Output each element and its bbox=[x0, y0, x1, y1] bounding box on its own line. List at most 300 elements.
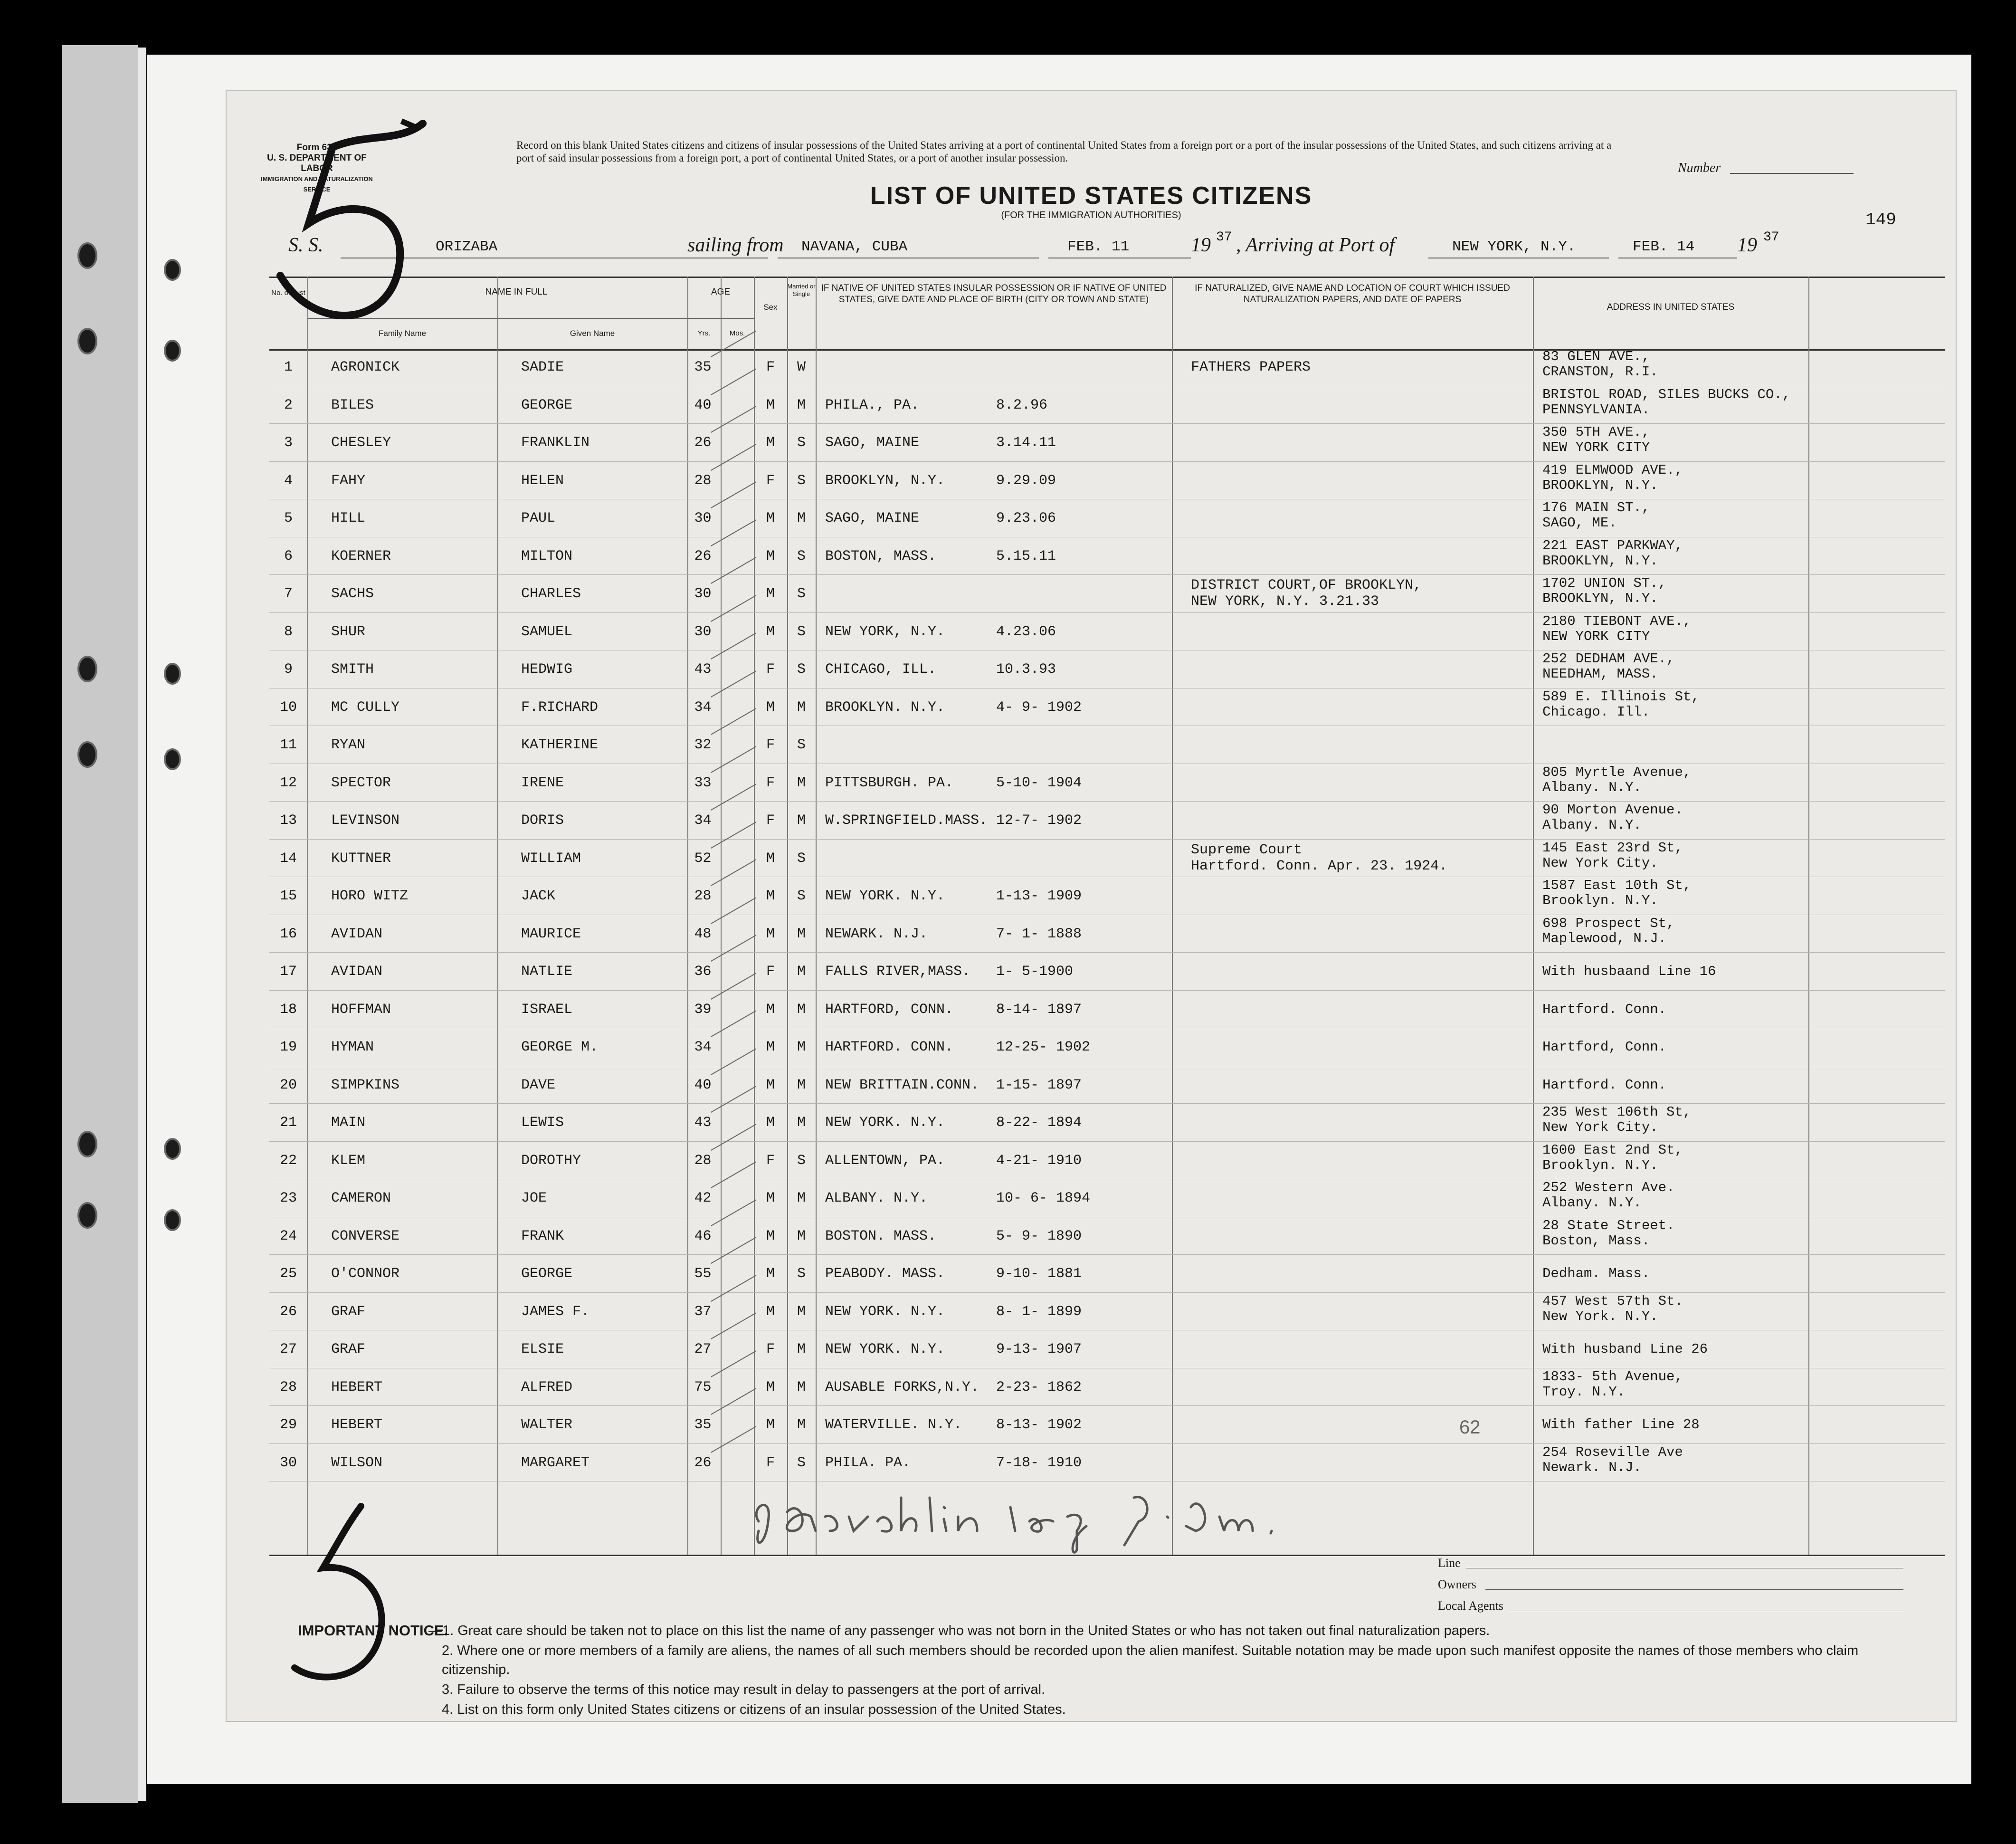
given-name-cell: DAVE bbox=[521, 1077, 556, 1093]
naturalization-cell-line2: NEW YORK, N.Y. 3.21.33 bbox=[1191, 593, 1379, 610]
birth-date-cell: 3.14.11 bbox=[996, 435, 1056, 451]
family-name-cell: SPECTOR bbox=[331, 774, 391, 791]
address-line2: Chicago. Ill. bbox=[1542, 704, 1650, 720]
marital-status-cell: M bbox=[797, 1039, 806, 1055]
marital-status-cell: S bbox=[797, 1266, 806, 1282]
sex-cell: M bbox=[766, 1379, 775, 1395]
family-name-cell: SMITH bbox=[331, 661, 374, 678]
binder-hole bbox=[77, 242, 97, 269]
notice-2: 2. Where one or more members of a family are aliens, the names of all such members should be recorded upon the alien manifest. Suitable notation may be made upon such manifest opposite the names of those members who claim citizenship. bbox=[442, 1643, 1859, 1677]
birth-date-cell: 1- 5-1900 bbox=[996, 964, 1074, 980]
notice-4: 4. List on this form only United States citizens or citizens of an insular possession of the United States. bbox=[442, 1702, 1066, 1717]
birth-date-cell: 1-13- 1909 bbox=[996, 888, 1082, 904]
row-number: 14 bbox=[279, 850, 297, 867]
address-line2: Brooklyn. N.Y. bbox=[1542, 893, 1658, 908]
family-name-cell: HOFFMAN bbox=[331, 1001, 391, 1018]
birth-date-cell: 5-10- 1904 bbox=[996, 774, 1082, 791]
col-mos: Mos. bbox=[729, 329, 745, 337]
birth-date-cell: 8.2.96 bbox=[996, 397, 1048, 413]
naturalization-cell: FATHERS PAPERS bbox=[1191, 359, 1311, 375]
sex-cell: F bbox=[766, 1454, 775, 1471]
marital-status-cell: S bbox=[797, 1454, 806, 1471]
address-line2: Maplewood, N.J. bbox=[1542, 930, 1667, 946]
family-name-cell: HORO WITZ bbox=[331, 888, 409, 904]
family-name-cell: AGRONICK bbox=[331, 359, 400, 375]
address-line1: With husband Line 26 bbox=[1542, 1341, 1708, 1357]
row-number: 29 bbox=[279, 1417, 297, 1433]
address-line2: NEW YORK CITY bbox=[1542, 628, 1650, 644]
address-line1: 1587 East 10th St, bbox=[1542, 878, 1692, 893]
given-name-cell: MAURICE bbox=[521, 926, 581, 942]
marital-status-cell: S bbox=[797, 623, 806, 640]
family-name-cell: O'CONNOR bbox=[331, 1266, 400, 1282]
family-name-cell: MC CULLY bbox=[331, 699, 400, 716]
given-name-cell: MARGARET bbox=[521, 1454, 590, 1471]
arriving-label: , Arriving at Port of bbox=[1236, 234, 1395, 256]
family-name-cell: LEVINSON bbox=[331, 812, 400, 829]
given-name-cell: GEORGE M. bbox=[521, 1039, 599, 1055]
age-cell: 32 bbox=[694, 737, 712, 753]
marital-status-cell: M bbox=[797, 699, 806, 716]
col-naturalized: IF NATURALIZED, GIVE NAME AND LOCATION OF COURT WHICH ISSUED NATURALIZATION PAPERS, AND DATE OF PAPERS bbox=[1195, 283, 1510, 305]
marital-status-cell: M bbox=[797, 964, 806, 980]
notice-3: 3. Failure to observe the terms of this notice may result in delay to passengers at the port of arrival. bbox=[442, 1682, 1046, 1697]
age-cell: 27 bbox=[694, 1341, 712, 1357]
birth-place-cell: ALLENTOWN, PA. bbox=[825, 1152, 945, 1169]
birth-date-cell: 9-10- 1881 bbox=[996, 1266, 1082, 1282]
birth-place-cell: PHILA. PA. bbox=[825, 1454, 911, 1471]
birth-place-cell: NEW YORK, N.Y. bbox=[825, 623, 945, 640]
family-name-cell: GRAF bbox=[331, 1303, 366, 1320]
notice-title: IMPORTANT NOTICE. bbox=[298, 1622, 448, 1639]
col-no-on-list: No. on List bbox=[271, 289, 305, 297]
marital-status-cell: M bbox=[797, 1001, 806, 1018]
row-number: 17 bbox=[279, 964, 297, 980]
age-cell: 28 bbox=[694, 888, 712, 904]
address-line1: 83 GLEN AVE., bbox=[1542, 349, 1650, 364]
address-line2: Albany. N.Y. bbox=[1542, 817, 1642, 833]
address-line1: 457 West 57th St. bbox=[1542, 1293, 1683, 1309]
given-name-cell: CHARLES bbox=[521, 586, 581, 602]
age-cell: 40 bbox=[694, 1077, 712, 1093]
address-line1: 1600 East 2nd St, bbox=[1542, 1142, 1683, 1158]
marital-status-cell: M bbox=[797, 1417, 806, 1433]
given-name-cell: ELSIE bbox=[521, 1341, 564, 1357]
marital-status-cell: S bbox=[797, 548, 806, 564]
age-cell: 33 bbox=[694, 774, 712, 791]
birth-date-cell: 4-21- 1910 bbox=[996, 1152, 1082, 1169]
given-name-cell: IRENE bbox=[521, 774, 564, 791]
sex-cell: F bbox=[766, 964, 775, 980]
birth-place-cell: W.SPRINGFIELD.MASS. bbox=[825, 812, 988, 829]
birth-place-cell: PITTSBURGH. PA. bbox=[825, 774, 954, 791]
address-line1: 589 E. Illinois St, bbox=[1542, 688, 1700, 705]
age-cell: 43 bbox=[694, 661, 712, 678]
marital-status-cell: M bbox=[797, 1303, 806, 1320]
age-cell: 35 bbox=[694, 1417, 712, 1433]
binder-hole bbox=[77, 1202, 97, 1229]
address-line2: New York. N.Y. bbox=[1542, 1308, 1658, 1324]
row-number: 25 bbox=[279, 1266, 297, 1282]
page-number: 149 bbox=[1865, 210, 1896, 229]
birth-place-cell: NEW BRITTAIN.CONN. bbox=[825, 1077, 979, 1093]
arrival-port: NEW YORK, N.Y. bbox=[1452, 239, 1576, 255]
birth-date-cell: 10- 6- 1894 bbox=[996, 1190, 1091, 1206]
age-cell: 26 bbox=[694, 1454, 712, 1471]
row-number: 27 bbox=[279, 1341, 297, 1357]
row-number: 21 bbox=[279, 1115, 297, 1131]
address-line2: Boston, Mass. bbox=[1542, 1233, 1650, 1249]
family-name-cell: HYMAN bbox=[331, 1039, 374, 1055]
local-agents-label: Local Agents bbox=[1438, 1599, 1503, 1613]
address-line1: 176 MAIN ST., bbox=[1542, 500, 1650, 516]
age-cell: 52 bbox=[694, 850, 712, 867]
page-subtitle: (FOR THE IMMIGRATION AUTHORITIES) bbox=[1001, 210, 1181, 220]
sex-cell: M bbox=[766, 888, 775, 904]
birth-place-cell: PHILA., PA. bbox=[825, 397, 920, 413]
birth-date-cell: 7- 1- 1888 bbox=[996, 926, 1082, 942]
sail-date: FEB. 11 bbox=[1067, 239, 1130, 255]
col-family-name: Family Name bbox=[378, 329, 427, 338]
marital-status-cell: S bbox=[797, 661, 806, 678]
birth-place-cell: BOSTON, MASS. bbox=[825, 548, 937, 564]
address-line1: Hartford. Conn. bbox=[1542, 1077, 1667, 1093]
notice-1: —1. Great care should be taken not to place on this list the name of any passenger who was not born in the United States or who has not taken out final naturalization papers. bbox=[428, 1623, 1490, 1638]
col-given-name: Given Name bbox=[570, 329, 615, 338]
birth-place-cell: WATERVILLE. N.Y. bbox=[825, 1417, 962, 1433]
sex-cell: M bbox=[766, 1266, 775, 1282]
address-line2: BROOKLYN, N.Y. bbox=[1542, 591, 1658, 606]
family-name-cell: CONVERSE bbox=[331, 1228, 400, 1244]
address-line2: Troy. N.Y. bbox=[1542, 1384, 1626, 1400]
row-number: 7 bbox=[284, 586, 293, 602]
row-number: 24 bbox=[279, 1228, 297, 1244]
birth-date-cell: 4- 9- 1902 bbox=[996, 699, 1082, 716]
age-cell: 28 bbox=[694, 472, 712, 489]
family-name-cell: HEBERT bbox=[331, 1379, 383, 1395]
family-name-cell: AVIDAN bbox=[331, 926, 383, 942]
family-name-cell: BILES bbox=[331, 397, 374, 413]
row-number: 26 bbox=[279, 1303, 297, 1320]
birth-date-cell: 9-13- 1907 bbox=[996, 1341, 1082, 1357]
address-line2: NEW YORK CITY bbox=[1542, 440, 1650, 455]
birth-place-cell: BOSTON. MASS. bbox=[825, 1228, 937, 1244]
family-name-cell: FAHY bbox=[331, 472, 366, 489]
address-line1: 1833- 5th Avenue, bbox=[1542, 1368, 1683, 1385]
age-cell: 30 bbox=[694, 623, 712, 640]
given-name-cell: KATHERINE bbox=[521, 737, 599, 753]
sex-cell: F bbox=[766, 661, 775, 678]
col-sex: Sex bbox=[763, 303, 778, 312]
marital-status-cell: M bbox=[797, 1077, 806, 1093]
sex-cell: M bbox=[766, 1077, 775, 1093]
sex-cell: M bbox=[766, 1190, 775, 1206]
family-name-cell: SIMPKINS bbox=[331, 1077, 400, 1093]
binder-hole bbox=[77, 656, 97, 682]
handwritten-five-bottom bbox=[266, 1497, 399, 1691]
given-name-cell: GEORGE bbox=[521, 397, 573, 413]
family-name-cell: KUTTNER bbox=[331, 850, 391, 867]
marital-status-cell: S bbox=[797, 737, 806, 753]
age-cell: 35 bbox=[694, 359, 712, 375]
birth-place-cell: NEW YORK. N.Y. bbox=[825, 1303, 945, 1320]
given-name-cell: ISRAEL bbox=[521, 1001, 573, 1018]
sex-cell: F bbox=[766, 1152, 775, 1169]
age-cell: 34 bbox=[694, 1039, 712, 1055]
sex-cell: F bbox=[766, 737, 775, 753]
given-name-cell: GEORGE bbox=[521, 1266, 573, 1282]
page-title: LIST OF UNITED STATES CITIZENS bbox=[870, 182, 1312, 210]
naturalization-cell: Supreme Court bbox=[1191, 841, 1303, 858]
birth-place-cell: ALBANY. N.Y. bbox=[825, 1190, 928, 1206]
owners-label: Owners bbox=[1438, 1577, 1476, 1591]
age-cell: 46 bbox=[694, 1228, 712, 1244]
age-cell: 37 bbox=[694, 1303, 712, 1320]
family-name-cell: WILSON bbox=[331, 1454, 383, 1471]
address-line2: New York City. bbox=[1542, 1119, 1658, 1135]
naturalization-cell-line2: Hartford. Conn. Apr. 23. 1924. bbox=[1191, 858, 1448, 874]
row-number: 16 bbox=[279, 926, 297, 942]
col-age: AGE bbox=[711, 287, 731, 297]
given-name-cell: LEWIS bbox=[521, 1115, 564, 1131]
row-number: 4 bbox=[284, 472, 293, 489]
sex-cell: M bbox=[766, 1417, 775, 1433]
row-number: 8 bbox=[284, 623, 293, 640]
address-line2: Albany. N.Y. bbox=[1542, 779, 1642, 795]
marital-status-cell: M bbox=[797, 1379, 806, 1395]
sex-cell: F bbox=[766, 1341, 775, 1357]
sailing-from-label: sailing from bbox=[687, 234, 784, 256]
given-name-cell: WALTER bbox=[521, 1417, 573, 1433]
age-cell: 28 bbox=[694, 1152, 712, 1169]
row-number: 13 bbox=[279, 812, 297, 829]
family-name-cell: CAMERON bbox=[331, 1190, 391, 1206]
given-name-cell: DOROTHY bbox=[521, 1152, 581, 1169]
address-line2: SAGO, ME. bbox=[1542, 515, 1617, 531]
binder-hole bbox=[77, 741, 97, 768]
address-line1: Dedham. Mass. bbox=[1542, 1266, 1650, 1281]
sail-year: 37 bbox=[1216, 230, 1232, 245]
agency-line1: U. S. DEPARTMENT OF LABOR bbox=[267, 153, 367, 173]
line-label: Line bbox=[1438, 1556, 1461, 1570]
age-cell: 34 bbox=[694, 699, 712, 716]
family-name-cell: AVIDAN bbox=[331, 964, 383, 980]
address-line1: 235 West 106th St, bbox=[1542, 1104, 1692, 1120]
sex-cell: M bbox=[766, 1039, 775, 1055]
sex-cell: M bbox=[766, 1115, 775, 1131]
given-name-cell: JAMES F. bbox=[521, 1303, 590, 1320]
marital-status-cell: M bbox=[797, 397, 806, 413]
sex-cell: M bbox=[766, 699, 775, 716]
sex-cell: M bbox=[766, 1303, 775, 1320]
address-line1: 2180 TIEBONT AVE., bbox=[1542, 613, 1692, 629]
address-line1: 221 EAST PARKWAY, bbox=[1542, 537, 1683, 554]
age-cell: 36 bbox=[694, 964, 712, 980]
row-number: 22 bbox=[279, 1152, 297, 1169]
given-name-cell: HEDWIG bbox=[521, 661, 573, 678]
birth-date-cell: 12-25- 1902 bbox=[996, 1039, 1091, 1055]
row-number: 30 bbox=[279, 1454, 297, 1471]
sheet-punch-hole bbox=[164, 259, 181, 281]
address-line2: CRANSTON, R.I. bbox=[1542, 364, 1658, 380]
birth-place-cell: SAGO, MAINE bbox=[825, 435, 920, 451]
age-cell: 39 bbox=[694, 1001, 712, 1018]
age-cell: 55 bbox=[694, 1266, 712, 1282]
agency-line2: IMMIGRATION AND NATURALIZATION SERVICE bbox=[261, 175, 373, 193]
birth-date-cell: 12-7- 1902 bbox=[996, 812, 1082, 829]
marital-status-cell: S bbox=[797, 850, 806, 867]
given-name-cell: JACK bbox=[521, 888, 556, 904]
age-cell: 26 bbox=[694, 435, 712, 451]
birth-place-cell: NEW YORK. N.Y. bbox=[825, 888, 945, 904]
record-note: Record on this blank United States citizens and citizens of insular possessions of the United States arriving at a port of continental United States from a foreign port or a port of the insular possessions of the United States, and such citizens arriving at a port of said insular possessions from a foreign port, a port of continental United States, or a port of another insular possession. bbox=[516, 139, 1612, 164]
sex-cell: M bbox=[766, 397, 775, 413]
citizen-list-form bbox=[226, 90, 1957, 1722]
handwritten-five-top bbox=[257, 114, 437, 337]
address-line2: New York City. bbox=[1542, 855, 1658, 871]
marital-status-cell: M bbox=[797, 510, 806, 526]
inspector-signature bbox=[744, 1479, 1338, 1559]
given-name-cell: ALFRED bbox=[521, 1379, 573, 1395]
birth-place-cell: NEWARK. N.J. bbox=[825, 926, 928, 942]
address-line2: NEEDHAM, MASS. bbox=[1542, 666, 1658, 682]
birth-date-cell: 5- 9- 1890 bbox=[996, 1228, 1082, 1244]
sex-cell: M bbox=[766, 850, 775, 867]
address-line2: Newark. N.J. bbox=[1542, 1459, 1642, 1475]
marital-status-cell: M bbox=[797, 1228, 806, 1244]
address-line1: With husbaand Line 16 bbox=[1542, 964, 1716, 979]
footer-rule bbox=[269, 1555, 1945, 1556]
address-line1: 90 Morton Avenue. bbox=[1542, 802, 1683, 818]
sex-cell: M bbox=[766, 1228, 775, 1244]
owners-field bbox=[1485, 1589, 1903, 1590]
sex-cell: F bbox=[766, 472, 775, 489]
age-cell: 43 bbox=[694, 1115, 712, 1131]
address-line1: 1702 UNION ST., bbox=[1542, 575, 1667, 591]
family-name-cell: HILL bbox=[331, 510, 366, 526]
birth-place-cell: HARTFORD. CONN. bbox=[825, 1039, 954, 1055]
marital-status-cell: M bbox=[797, 1190, 806, 1206]
arrival-year-prefix: 19 bbox=[1737, 234, 1757, 256]
marital-status-cell: M bbox=[797, 1115, 806, 1131]
row-number: 3 bbox=[284, 435, 293, 451]
given-name-cell: FRANK bbox=[521, 1228, 564, 1244]
age-cell: 40 bbox=[694, 397, 712, 413]
sheet-punch-hole bbox=[164, 340, 181, 362]
address-line2: PENNSYLVANIA. bbox=[1542, 401, 1650, 418]
address-line2: Brooklyn. N.Y. bbox=[1542, 1157, 1658, 1173]
row-number: 11 bbox=[279, 737, 297, 753]
given-name-cell: FRANKLIN bbox=[521, 435, 590, 451]
address-line1: 252 DEDHAM AVE., bbox=[1542, 651, 1675, 667]
family-name-cell: MAIN bbox=[331, 1115, 366, 1131]
sex-cell: M bbox=[766, 1001, 775, 1018]
birth-date-cell: 7-18- 1910 bbox=[996, 1454, 1082, 1471]
birth-date-cell: 2-23- 1862 bbox=[996, 1379, 1082, 1395]
address-line1: BRISTOL ROAD, SILES BUCKS CO., bbox=[1542, 386, 1791, 402]
sex-cell: M bbox=[766, 510, 775, 526]
sex-cell: F bbox=[766, 774, 775, 791]
birth-date-cell: 8-13- 1902 bbox=[996, 1417, 1082, 1433]
sail-year-prefix: 19 bbox=[1191, 234, 1211, 256]
address-line1: With father Line 28 bbox=[1542, 1417, 1700, 1433]
marital-status-cell: S bbox=[797, 586, 806, 602]
address-line1: 350 5TH AVE., bbox=[1542, 424, 1650, 440]
address-line2: BROOKLYN, N.Y. bbox=[1542, 477, 1658, 493]
col-name-in-full: NAME IN FULL bbox=[485, 287, 548, 297]
family-name-cell: KOERNER bbox=[331, 548, 391, 564]
address-line1: 254 Roseville Ave bbox=[1542, 1444, 1683, 1460]
birth-date-cell: 4.23.06 bbox=[996, 623, 1056, 640]
given-name-cell: NATLIE bbox=[521, 964, 573, 980]
binder-strip bbox=[62, 45, 138, 1803]
col-yrs: Yrs. bbox=[697, 329, 711, 337]
family-name-cell: RYAN bbox=[331, 737, 366, 753]
row-number: 5 bbox=[284, 510, 293, 526]
birth-place-cell: HARTFORD, CONN. bbox=[825, 1001, 954, 1018]
age-cell: 75 bbox=[694, 1379, 712, 1395]
sailing-from-port: NAVANA, CUBA bbox=[801, 239, 908, 255]
col-native-birth: IF NATIVE OF UNITED STATES INSULAR POSSESSION OR IF NATIVE OF UNITED STATES, GIVE DATE AND PLACE OF BIRTH (CITY OR TOWN AND STATE) bbox=[821, 283, 1167, 305]
row-number: 12 bbox=[279, 774, 297, 791]
sex-cell: M bbox=[766, 623, 775, 640]
sex-cell: M bbox=[766, 926, 775, 942]
number-line bbox=[1730, 173, 1854, 174]
address-line2: Albany. N.Y. bbox=[1542, 1195, 1642, 1211]
marital-status-cell: S bbox=[797, 1152, 806, 1169]
row-number: 28 bbox=[279, 1379, 297, 1395]
marital-status-cell: S bbox=[797, 435, 806, 451]
address-line1: Hartford. Conn. bbox=[1542, 1001, 1667, 1017]
birth-date-cell: 10.3.93 bbox=[996, 661, 1056, 678]
sheet-punch-hole bbox=[164, 663, 181, 685]
birth-place-cell: BROOKLYN. N.Y. bbox=[825, 699, 945, 716]
row-number: 1 bbox=[284, 359, 293, 375]
birth-place-cell: BROOKLYN, N.Y. bbox=[825, 472, 945, 489]
row-number: 23 bbox=[279, 1190, 297, 1206]
stamp-number: 62 bbox=[1459, 1417, 1481, 1438]
family-name-cell: SACHS bbox=[331, 586, 374, 602]
sheet-punch-hole bbox=[164, 748, 181, 770]
sex-cell: M bbox=[766, 435, 775, 451]
sex-cell: F bbox=[766, 359, 775, 375]
binder-edge bbox=[138, 48, 146, 1801]
birth-date-cell: 1-15- 1897 bbox=[996, 1077, 1082, 1093]
age-cell: 30 bbox=[694, 510, 712, 526]
birth-place-cell: SAGO, MAINE bbox=[825, 510, 920, 526]
marital-status-cell: M bbox=[797, 774, 806, 791]
row-number: 20 bbox=[279, 1077, 297, 1093]
naturalization-cell: DISTRICT COURT,OF BROOKLYN, bbox=[1191, 577, 1422, 593]
birth-date-cell: 5.15.11 bbox=[996, 548, 1056, 564]
row-number: 2 bbox=[284, 397, 293, 413]
age-cell: 42 bbox=[694, 1190, 712, 1206]
birth-date-cell: 9.23.06 bbox=[996, 510, 1056, 526]
row-number: 10 bbox=[279, 699, 297, 716]
marital-status-cell: M bbox=[797, 926, 806, 942]
birth-date-cell: 8-22- 1894 bbox=[996, 1115, 1082, 1131]
given-name-cell: PAUL bbox=[521, 510, 556, 526]
binder-hole bbox=[77, 1131, 97, 1157]
address-line1: 419 ELMWOOD AVE., bbox=[1542, 462, 1683, 478]
number-label: Number bbox=[1678, 161, 1721, 175]
col-address: ADDRESS IN UNITED STATES bbox=[1607, 302, 1735, 312]
given-name-cell: SAMUEL bbox=[521, 623, 573, 640]
family-name-cell: GRAF bbox=[331, 1341, 366, 1357]
ship-name: ORIZABA bbox=[436, 239, 498, 255]
given-name-cell: MILTON bbox=[521, 548, 573, 564]
birth-place-cell: NEW YORK. N.Y. bbox=[825, 1341, 945, 1357]
